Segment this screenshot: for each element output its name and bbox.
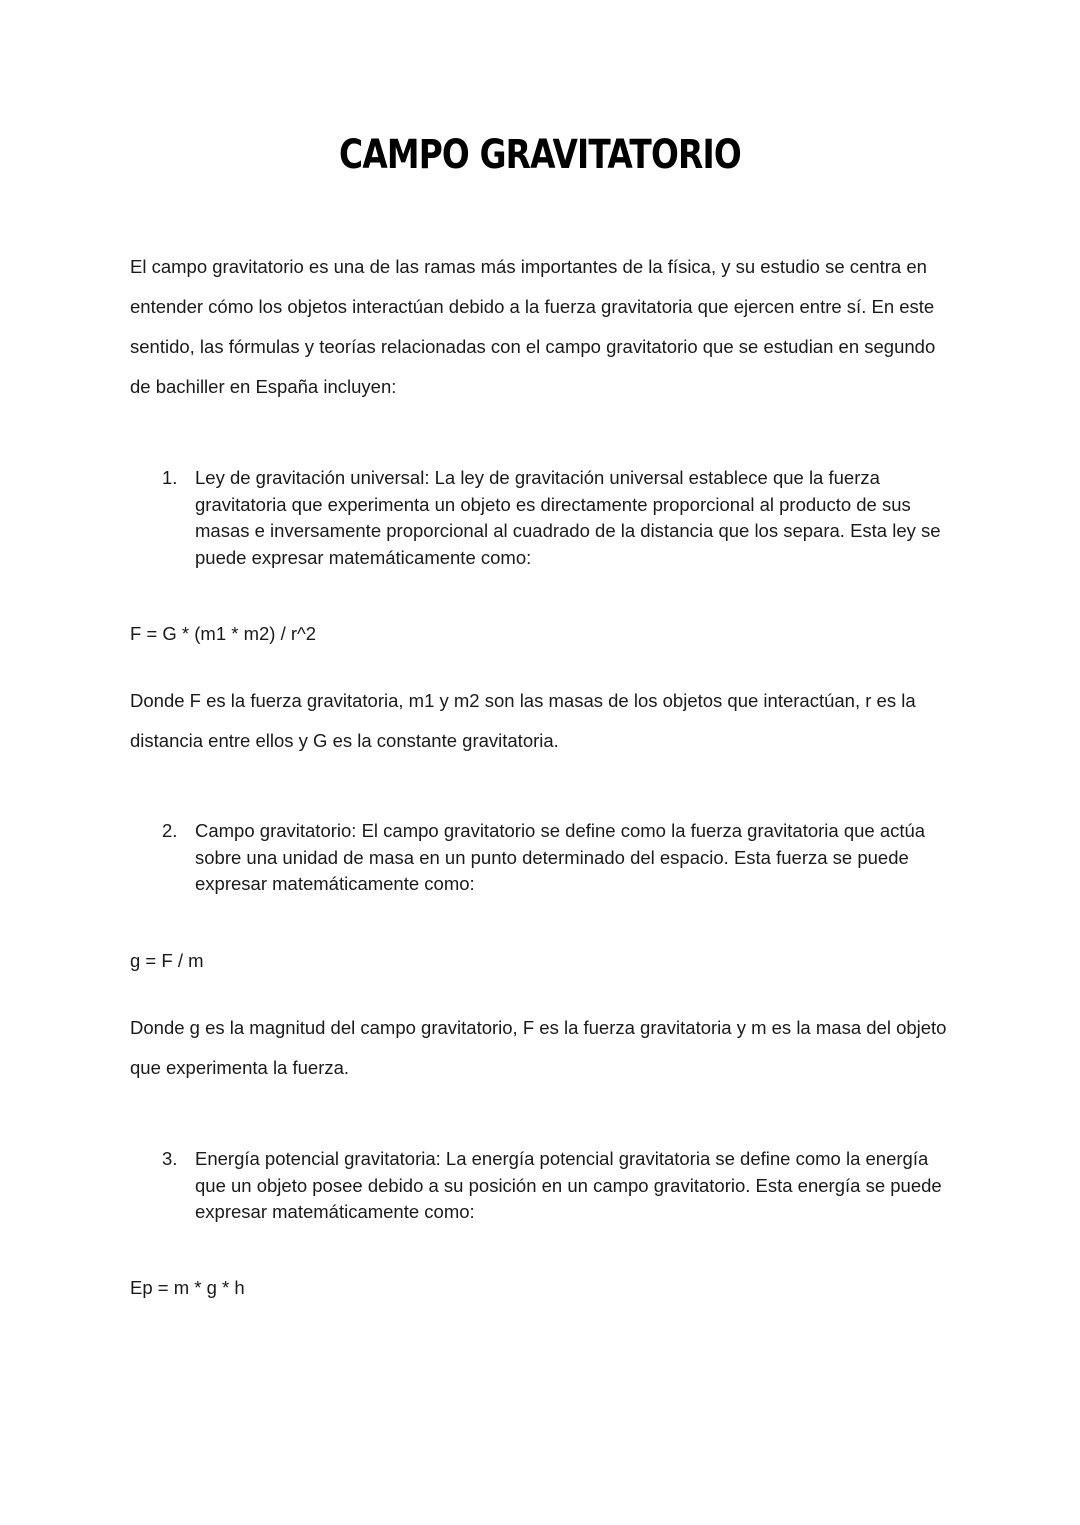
intro-paragraph: El campo gravitatorio es una de las ramas más importantes de la física, y su estudio se centra en entender cómo los objetos interactúan debido a la fuerza gravitatoria que ejercen entre sí. En este sentido, las fórmulas y teorías relacionadas con el campo gravitatorio que se estudian en segundo de bachiller en España incluyen: (130, 256, 936, 397)
list-item (130, 818, 960, 898)
list-item-text: Campo gravitatorio: El campo gravitatorio se define como la fuerza gravitatoria que actúa sobre una unidad de masa en un punto determinado del espacio. Esta fuerza se puede expresar matemáticamente como: (195, 820, 926, 894)
formula: F = G * (m1 * m2) / r^2 (130, 623, 317, 644)
list-item-text: Energía potencial gravitatoria: La energía potencial gravitatoria se define como la energía que un objeto posee debido a su posición en un campo gravitatorio. Esta energía se puede expresar matemáticamente como: (195, 1148, 942, 1222)
explanation-paragraph: Donde F es la fuerza gravitatoria, m1 y m2 son las masas de los objetos que interactúan, r es la distancia entre ellos y G es la constante gravitatoria. (130, 690, 916, 751)
list-item (130, 1146, 960, 1226)
explanation-paragraph: Donde g es la magnitud del campo gravitatorio, F es la fuerza gravitatoria y m es la masa del objeto que experimenta la fuerza. (130, 1017, 947, 1078)
list-item-number: 1. (162, 467, 178, 488)
list-item-number: 3. (162, 1148, 178, 1169)
formula: g = F / m (130, 950, 204, 971)
list-item (130, 465, 960, 571)
formula: Ep = m * g * h (130, 1277, 245, 1298)
page-title: CAMPO GRAVITATORIO (339, 132, 741, 178)
list-item-text: Ley de gravitación universal: La ley de gravitación universal establece que la fuerza gravitatoria que experimenta un objeto es directamente proporcional al producto de sus masas e inversamente proporcional al cuadrado de la distancia que los separa. Esta ley se puede expresar matemáticamente como: (195, 467, 941, 568)
list-item-number: 2. (162, 820, 178, 841)
